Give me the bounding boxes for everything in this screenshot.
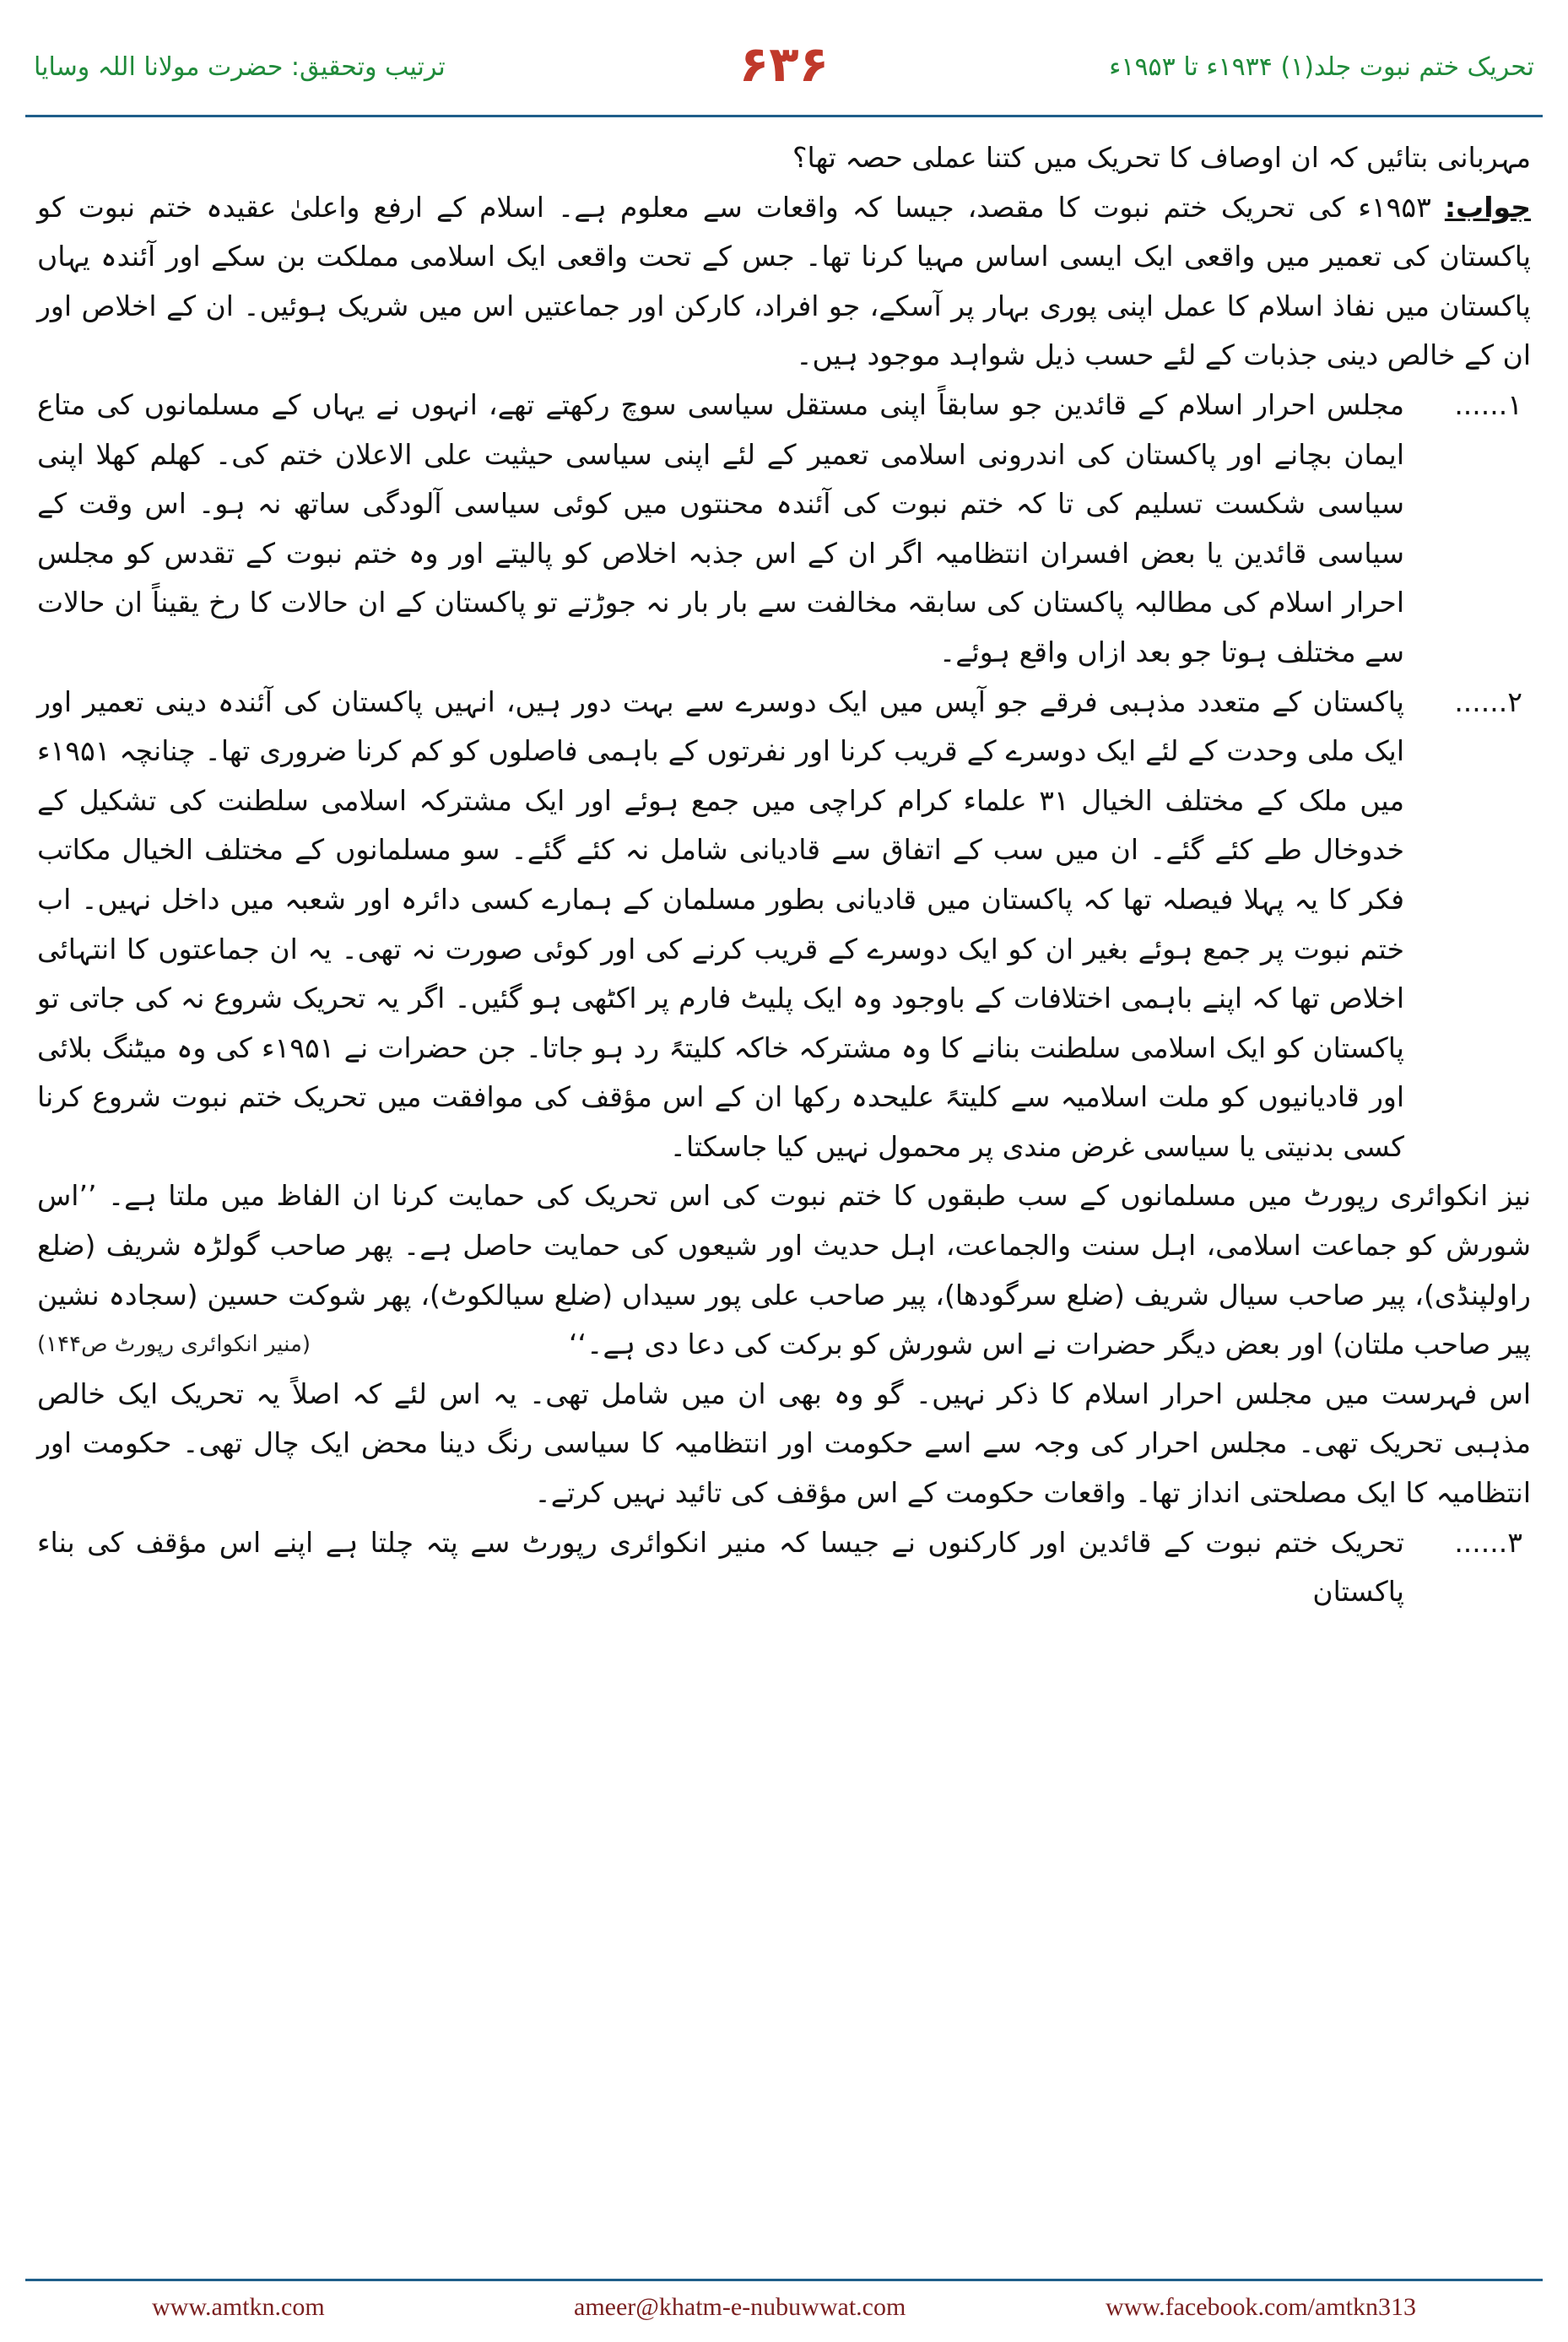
page-number: ۶۳۶ [738,35,830,93]
question-text: مہربانی بتائیں کہ ان اوصاف کا تحریک میں کتنا عملی حصہ تھا؟ [792,141,1531,174]
answer-text: ۱۹۵۳ء کی تحریک ختم نبوت کا مقصد، جیسا کہ واقعات سے معلوم ہے۔ اسلام کے ارفع واعلیٰ عقیدہ ختم نبوت کو پاکستان کی تعمیر میں واقعی ایک ایسی اساس مہیا کرنا تھا۔ جس کے تحت واقعی ایک اسلامی مملکت بن سکے اور آئندہ یہاں پاکستان میں نفاذ اسلام کا عمل اپنی پوری بہار پر آسکے، جو افراد، کارکن اور جماعتیں اس میں شریک ہوئیں۔ ان کے اخلاص اور ان کے خالص دینی جذبات کے لئے حسب ذیل شواہد موجود ہیں۔ [37,190,1531,372]
list-paragraph: اس فہرست میں مجلس احرار اسلام کا ذکر نہیں۔ گو وہ بھی ان میں شامل تھی۔ یہ اس لئے کہ اصلاً یہ تحریک ایک خالص مذہبی تحریک تھی۔ مجلس احرار کی وجہ سے اسے حکومت اور انتظامیہ کا سیاسی رنگ دینا محض ایک چال تھی۔ حکومت اور انتظامیہ کا ایک مصلحتی انداز تھا۔ واقعات حکومت کے اس مؤقف کی تائید نہیں کرتے۔ [37,1377,1531,1510]
quote-text: نیز انکوائری رپورٹ میں مسلمانوں کے سب طبقوں کا ختم نبوت کی اس تحریک کی حمایت کرنا ان الفاظ میں ملتا ہے۔ ’’اس شورش کو جماعت اسلامی، اہل سنت والجماعت، اہل حدیث اور شیعوں کی حمایت حاصل ہے۔ پھر صاحب گولڑہ شریف (ضلع راولپنڈی)، پیر صاحب سیال شریف (ضلع سرگودھا)، پیر صاحب علی پور سیداں (ضلع سیالکوٹ)، پھر شوکت حسین (سجادہ نشین پیر صاحب ملتان) اور بعض دیگر حضرات نے اس شورش کو برکت کی دعا دی ہے۔‘‘ [37,1179,1531,1361]
item-text: مجلس احرار اسلام کے قائدین جو سابقاً اپنی مستقل سیاسی سوچ رکھتے تھے، انہوں نے یہاں کے مسلمانوں کی متاع ایمان بچانے اور پاکستان کی اندرونی اسلامی تعمیر کے لئے اپنی سیاسی حیثیت علی الاعلان ختم کی۔ کھلم کھلا اپنی سیاسی شکست تسلیم کی تا کہ ختم نبوت کی آئندہ محنتوں میں کوئی سیاسی آلودگی ساتھ نہ ہو۔ اس وقت کے سیاسی قائدین یا بعض افسران انتظامیہ اگر ان کے اس جذبہ اخلاص کو پالیتے اور وہ ختم نبوت کے تقدس کو مجلس احرار اسلام کی مطالبہ پاکستان کی سابقہ مخالفت سے بار بار نہ جوڑتے تو پاکستان کے ان حالات کا رخ یقیناً ان حالات سے مختلف ہوتا جو بعد ازاں واقع ہوئے۔ [37,387,1404,668]
list-item [37,1518,1531,1617]
item-text: تحریک ختم نبوت کے قائدین اور کارکنوں نے جیسا کہ منیر انکوائری رپورٹ سے پتہ چلتا ہے اپنے اس مؤقف کی بناء پاکستان [37,1525,1404,1609]
page-header [25,17,1543,118]
footer-email-link[interactable]: ameer@khatm-e-nubuwwat.com [574,2293,906,2321]
header-divider [25,115,1543,117]
item-number: ۳...... [1454,1525,1522,1559]
footer-website-link[interactable]: www.amtkn.com [152,2293,325,2321]
list-item [37,381,1531,678]
page-body [37,133,1531,1617]
page-footer [25,2279,1543,2332]
reference: (منیر انکوائری رپورٹ ص۱۴۴) [37,1332,311,1358]
header-compiler: ترتیب وتحقیق: حضرت مولانا اللہ وسایا [34,52,446,82]
answer-paragraph [37,183,1531,381]
list-item [37,678,1531,1172]
item-text: پاکستان کے متعدد مذہبی فرقے جو آپس میں ایک دوسرے سے بہت دور ہیں، انہیں پاکستان کی آئندہ دینی تعمیر اور ایک ملی وحدت کے لئے ایک دوسرے کے قریب کرنا اور نفرتوں کے باہمی فاصلوں کو کم کرنا ضروری تھا۔ چنانچہ ۱۹۵۱ء میں ملک کے مختلف الخیال ۳۱ علماء کرام کراچی میں جمع ہوئے اور ایک مشترکہ اسلامی سلطنت کی تشکیل کے خدوخال طے کئے گئے۔ ان میں سب کے اتفاق سے قادیانی شامل نہ کئے گئے۔ سو مسلمانوں کے مختلف الخیال مکاتب فکر کا یہ پہلا فیصلہ تھا کہ پاکستان میں قادیانی بطور مسلمان کے ہمارے کسی دائرہ اور شعبہ میں داخل نہیں۔ اب ختم نبوت پر جمع ہوئے بغیر ان کو ایک دوسرے کے قریب کرنے کی اور کوئی صورت نہ تھی۔ یہ ان جماعتوں کا انتہائی اخلاص تھا کہ اپنے باہمی اختلافات کے باوجود وہ ایک پلیٹ فارم پر اکٹھی ہو گئیں۔ اگر یہ تحریک شروع نہ کی جاتی تو پاکستان کو ایک اسلامی سلطنت بنانے کا وہ مشترکہ خاکہ کلیتہً رد ہو جاتا۔ جن حضرات نے ۱۹۵۱ء کی وہ میٹنگ بلائی اور قادیانیوں کو ملت اسلامیہ سے کلیتہً علیحدہ رکھا ان کے اس مؤقف کی موافقت میں تحریک ختم نبوت شروع کرنا کسی بدنیتی یا سیاسی غرض مندی پر محمول نہیں کیا جاسکتا۔ [37,684,1404,1163]
item-number: ۲...... [1454,684,1522,718]
answer-lead: جواب: [1444,190,1532,224]
footer-facebook-link[interactable]: www.facebook.com/amtkn313 [1106,2293,1416,2321]
header-book-title: تحریک ختم نبوت جلد(۱) ۱۹۳۴ء تا ۱۹۵۳ء [1109,52,1534,82]
item-number: ۱...... [1454,387,1522,421]
munir-report-quote [37,1171,1531,1369]
